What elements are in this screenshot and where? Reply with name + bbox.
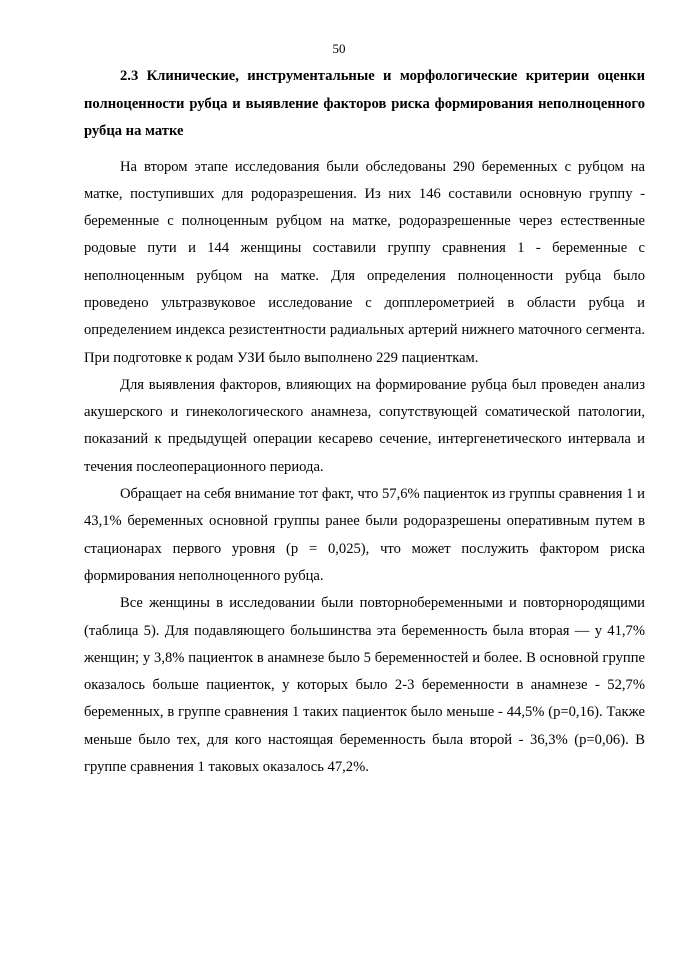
paragraph-risk-factors: Для выявления факторов, влияющих на формирование рубца был проведен анализ акушерского и гинекологического анамнеза, сопутствующей соматической патологии, показаний к предыдущей операции кесарево сечение, интергенетического интервала и течения послеоперационного периода. [84, 376, 645, 475]
section-heading: 2.3 Клинические, инструментальные и морфологические критерии оценки полноценности рубца и выявление факторов риска формирования неполноценного рубца на матке [84, 68, 645, 139]
paragraph-delivery-level: Обращает на себя внимание тот факт, что 57,6% пациенток из группы сравнения 1 и 43,1% беременных основной группы ранее были родоразрешены оперативным путем в стационарах первого уровня (р = 0,025), что может послужить фактором риска формирования неполноценного рубца. [84, 486, 645, 584]
paragraph-study-design: На втором этапе исследования были обследованы 290 беременных с рубцом на матке, поступивших для родоразрешения. Из них 146 составили основную группу - беременные с полноценным рубцом на матке, родоразрешенные через естественные родовые пути и 144 женщины составили группу сравнения 1 - беременные с неполноценным рубцом на матке. Для определения полноценности рубца было проведено ультразвуковое исследование с допплерометрией в области рубца и определением индекса резистентности радиальных артерий нижнего маточного сегмента. При подготовке к родам УЗИ было выполнено 229 пациенткам. [84, 158, 645, 366]
page-number: 50 [332, 41, 346, 56]
page-body [84, 63, 645, 781]
paragraph-parity: Все женщины в исследовании были повторнобеременными и повторнородящими (таблица 5). Для подавляющего большинства эта беременность была вторая — у 41,7% женщин; у 3,8% пациенток в анамнезе было 5 беременностей и более. В основной группе оказалось больше пациенток, у которых было 2-3 беременности в анамнезе - 52,7% беременных, в группе сравнения 1 таких пациенток было меньше - 44,5% (р=0,16). Также меньше было тех, для кого настоящая беременность была второй - 36,3% (р=0,06). В группе сравнения 1 таковых оказалось 47,2%. [84, 595, 645, 776]
